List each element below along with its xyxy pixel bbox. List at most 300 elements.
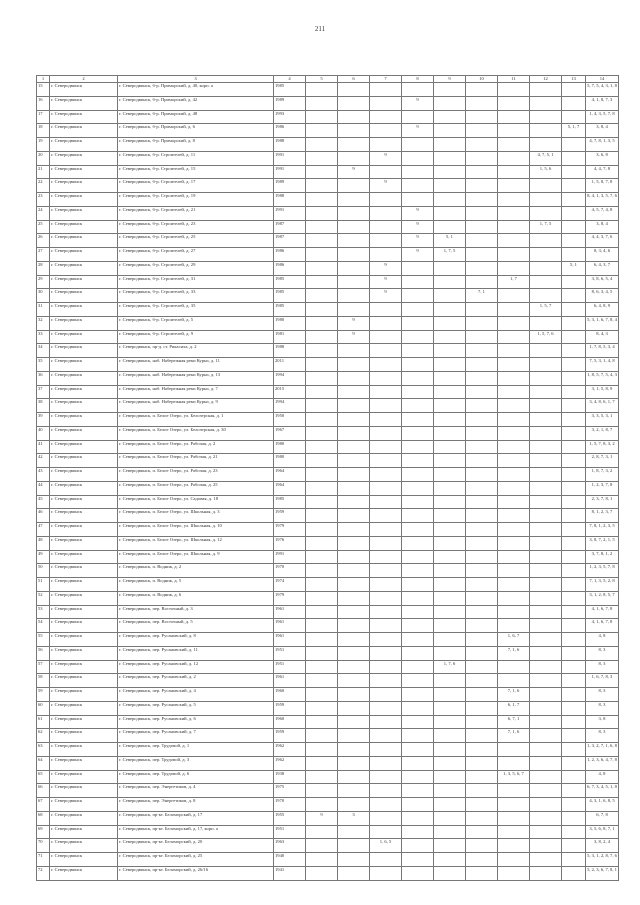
col-12-value — [530, 523, 562, 537]
address: г. Северодвинск, б-р. Строителей, д. 9 — [118, 330, 274, 344]
col-12-value — [530, 124, 562, 138]
col-9-value — [434, 646, 466, 660]
col-14-value: 5, 7, 5, 4, 3, 1, 8 — [586, 83, 619, 97]
col-12-value: 1, 5, 6 — [530, 165, 562, 179]
col-14-value: 8, 3, 4, 6 — [586, 248, 619, 262]
col-12-value — [530, 289, 562, 303]
col-8-value — [402, 853, 434, 867]
col-12-value — [530, 564, 562, 578]
build-year: 1979 — [274, 523, 306, 537]
col-6-value — [338, 853, 370, 867]
table-row — [37, 371, 619, 385]
col-12-value — [530, 770, 562, 784]
row-number: 51 — [37, 578, 50, 592]
address: г. Северодвинск, пер. Энергетиков, д. 4 — [118, 784, 274, 798]
settlement-name: г. Северодвинск — [50, 770, 118, 784]
address: г. Северодвинск, б-р. Строителей, д. 19 — [118, 193, 274, 207]
col-11-value — [498, 564, 530, 578]
address: г. Северодвинск, б-р. Приморский, д. 42 — [118, 96, 274, 110]
col-7-value — [370, 688, 402, 702]
col-5-value — [306, 784, 338, 798]
col-5-value — [306, 220, 338, 234]
col-11-value — [498, 206, 530, 220]
col-11-value — [498, 426, 530, 440]
col-6-value — [338, 96, 370, 110]
address: г. Северодвинск, б-р. Строителей, д. 5 — [118, 316, 274, 330]
row-number: 57 — [37, 660, 50, 674]
col-13-value — [562, 715, 586, 729]
col-7-value — [370, 701, 402, 715]
row-number: 61 — [37, 715, 50, 729]
settlement-name: г. Северодвинск — [50, 83, 118, 97]
col-11-value — [498, 261, 530, 275]
col-6-value — [338, 825, 370, 839]
col-7-value — [370, 633, 402, 647]
col-12-value — [530, 811, 562, 825]
address: г. Северодвинск, пер. Русановский, д. 12 — [118, 660, 274, 674]
table-row — [37, 165, 619, 179]
col-14-value: 5, 3, 1, 2, 8, 7, 6 — [586, 853, 619, 867]
register-body — [37, 83, 619, 881]
col-14-value: 1, 8, 7, 3, 2 — [586, 468, 619, 482]
col-10-value — [466, 729, 498, 743]
col-9-value — [434, 468, 466, 482]
col-6-value — [338, 261, 370, 275]
col-13-value — [562, 674, 586, 688]
col-6-value — [338, 83, 370, 97]
col-13-value — [562, 206, 586, 220]
col-12-value — [530, 674, 562, 688]
address: г. Северодвинск, б-р. Строителей, д. 27 — [118, 248, 274, 262]
col-14-value: 3, 3, 5, 3, 1 — [586, 413, 619, 427]
col-11-value — [498, 151, 530, 165]
col-11-value — [498, 413, 530, 427]
col-8-value — [402, 468, 434, 482]
settlement-name: г. Северодвинск — [50, 275, 118, 289]
table-row — [37, 674, 619, 688]
build-year: 1986 — [274, 248, 306, 262]
col-7-value — [370, 578, 402, 592]
row-number: 71 — [37, 853, 50, 867]
address: г. Северодвинск, б-р. Строителей, д. 29 — [118, 261, 274, 275]
col-14-value: 8, 4, 1, 3, 5, 7, 6 — [586, 193, 619, 207]
col-11-value — [498, 193, 530, 207]
col-10-value — [466, 344, 498, 358]
col-14-value: 8, 3 — [586, 729, 619, 743]
col-14-value: 6, 7, 3, 4, 5, 1, 8 — [586, 784, 619, 798]
address: г. Северодвинск, пер. Русановский, д. 7 — [118, 729, 274, 743]
col-12-value — [530, 371, 562, 385]
col-7-value — [370, 83, 402, 97]
col-7-value — [370, 454, 402, 468]
col-13-value — [562, 495, 586, 509]
table-row — [37, 564, 619, 578]
col-7-value — [370, 523, 402, 537]
col-11-value — [498, 825, 530, 839]
col-6-value — [338, 715, 370, 729]
build-year: 1979 — [274, 591, 306, 605]
address: г. Северодвинск, п. Белое Озеро, ул. Рабочая, д. 25 — [118, 481, 274, 495]
row-number: 27 — [37, 248, 50, 262]
table-row — [37, 633, 619, 647]
settlement-name: г. Северодвинск — [50, 179, 118, 193]
address: г. Северодвинск, пр-д. ст. Рикасиха, д. 2 — [118, 344, 274, 358]
settlement-name: г. Северодвинск — [50, 701, 118, 715]
col-13-value — [562, 248, 586, 262]
col-8-value — [402, 83, 434, 97]
col-14-value: 1, 2, 3, 7, 8 — [586, 481, 619, 495]
col-6-value — [338, 756, 370, 770]
col-6-value — [338, 454, 370, 468]
col-11-value: 7, 1, 6 — [498, 688, 530, 702]
settlement-name: г. Северодвинск — [50, 605, 118, 619]
col-12-value — [530, 646, 562, 660]
row-number: 25 — [37, 220, 50, 234]
col-8-value — [402, 619, 434, 633]
col-14-value: 3, 6, 8 — [586, 151, 619, 165]
col-12-value — [530, 660, 562, 674]
col-11-value: 1, 6, 7 — [498, 633, 530, 647]
address: г. Северодвинск, п. Белое Озеро, ул. Школьная, д. 3 — [118, 509, 274, 523]
col-14-value: 4, 1, 6, 7, 8 — [586, 605, 619, 619]
col-11-value — [498, 385, 530, 399]
table-row — [37, 660, 619, 674]
settlement-name: г. Северодвинск — [50, 358, 118, 372]
col-6-value: 3 — [338, 811, 370, 825]
col-10-value — [466, 605, 498, 619]
col-13-value — [562, 110, 586, 124]
settlement-name: г. Северодвинск — [50, 165, 118, 179]
settlement-name: г. Северодвинск — [50, 193, 118, 207]
col-12-value: 1, 5, 7 — [530, 303, 562, 317]
col-10-value — [466, 756, 498, 770]
col-13-value — [562, 138, 586, 152]
address: г. Северодвинск, б-р. Приморский, д. 48 — [118, 110, 274, 124]
col-6-value — [338, 866, 370, 880]
col-11-value — [498, 179, 530, 193]
col-12-value — [530, 193, 562, 207]
col-12-value — [530, 729, 562, 743]
col-13-value — [562, 839, 586, 853]
settlement-name: г. Северодвинск — [50, 138, 118, 152]
col-header-8: 8 — [402, 76, 434, 83]
col-9-value — [434, 440, 466, 454]
col-7-value — [370, 220, 402, 234]
col-8-value — [402, 550, 434, 564]
col-12-value — [530, 138, 562, 152]
table-row — [37, 688, 619, 702]
col-7-value — [370, 358, 402, 372]
col-11-value — [498, 509, 530, 523]
col-13-value — [562, 371, 586, 385]
build-year: 1962 — [274, 743, 306, 757]
address: г. Северодвинск, пер. Русановский, д. 4 — [118, 688, 274, 702]
col-9-value — [434, 523, 466, 537]
build-year: 1967 — [274, 426, 306, 440]
col-13-value — [562, 509, 586, 523]
col-8-value — [402, 316, 434, 330]
col-5-value — [306, 578, 338, 592]
address: г. Северодвинск, п. Белое Озеро, ул. Рабочая, д. 2 — [118, 440, 274, 454]
col-13-value — [562, 468, 586, 482]
address: г. Северодвинск, п. Белое Озеро, ул. Садовая, д. 18 — [118, 495, 274, 509]
col-10-value — [466, 193, 498, 207]
col-8-value — [402, 385, 434, 399]
settlement-name: г. Северодвинск — [50, 550, 118, 564]
col-13-value — [562, 619, 586, 633]
col-13-value — [562, 701, 586, 715]
col-header-12: 12 — [530, 76, 562, 83]
settlement-name: г. Северодвинск — [50, 289, 118, 303]
col-9-value — [434, 303, 466, 317]
col-11-value — [498, 756, 530, 770]
col-12-value: 1, 7, 5 — [530, 220, 562, 234]
col-5-value — [306, 591, 338, 605]
table-row — [37, 784, 619, 798]
col-7-value — [370, 426, 402, 440]
col-12-value — [530, 866, 562, 880]
address: г. Северодвинск, п. Белое Озеро, ул. Школьная, д. 10 — [118, 523, 274, 537]
settlement-name: г. Северодвинск — [50, 330, 118, 344]
col-9-value — [434, 481, 466, 495]
col-14-value: 1, 6, 7, 8, 3 — [586, 674, 619, 688]
col-9-value — [434, 96, 466, 110]
col-11-value — [498, 124, 530, 138]
col-13-value — [562, 344, 586, 358]
col-6-value — [338, 729, 370, 743]
build-year: 1941 — [274, 866, 306, 880]
col-7-value — [370, 481, 402, 495]
col-10-value — [466, 674, 498, 688]
col-13-value — [562, 289, 586, 303]
col-7-value: 9 — [370, 179, 402, 193]
col-5-value — [306, 564, 338, 578]
col-11-value: 1, 3, 5, 6, 7 — [498, 770, 530, 784]
row-number: 17 — [37, 110, 50, 124]
col-6-value — [338, 289, 370, 303]
col-11-value — [498, 481, 530, 495]
col-12-value — [530, 839, 562, 853]
col-5-value — [306, 756, 338, 770]
col-9-value — [434, 825, 466, 839]
build-year: 1988 — [274, 138, 306, 152]
col-9-value — [434, 165, 466, 179]
col-12-value — [530, 509, 562, 523]
col-8-value — [402, 371, 434, 385]
col-6-value — [338, 234, 370, 248]
col-12-value — [530, 495, 562, 509]
build-year: 1959 — [274, 509, 306, 523]
col-9-value — [434, 426, 466, 440]
table-row — [37, 468, 619, 482]
col-11-value — [498, 440, 530, 454]
col-14-value: 4, 4, 3, 7, 6 — [586, 234, 619, 248]
col-11-value — [498, 743, 530, 757]
col-11-value: 7, 1, 6 — [498, 646, 530, 660]
col-14-value: 8, 1, 2, 3, 7 — [586, 509, 619, 523]
table-row — [37, 330, 619, 344]
row-number: 56 — [37, 646, 50, 660]
col-12-value: 1, 5, 7, 6 — [530, 330, 562, 344]
address: г. Северодвинск, п. Белое Озеро, ул. Школьная, д. 9 — [118, 550, 274, 564]
col-13-value — [562, 303, 586, 317]
settlement-name: г. Северодвинск — [50, 481, 118, 495]
col-14-value: 6, 7, 8 — [586, 811, 619, 825]
col-10-value — [466, 811, 498, 825]
row-number: 59 — [37, 688, 50, 702]
build-year: 1989 — [274, 96, 306, 110]
build-year: 1980 — [274, 454, 306, 468]
settlement-name: г. Северодвинск — [50, 248, 118, 262]
col-10-value — [466, 330, 498, 344]
col-8-value — [402, 523, 434, 537]
col-7-value — [370, 165, 402, 179]
col-13-value: 5, 1, 7 — [562, 124, 586, 138]
col-7-value — [370, 344, 402, 358]
col-5-value — [306, 550, 338, 564]
col-8-value: 9 — [402, 234, 434, 248]
col-header-9: 9 — [434, 76, 466, 83]
col-5-value — [306, 193, 338, 207]
col-11-value — [498, 165, 530, 179]
col-10-value — [466, 124, 498, 138]
build-year: 1951 — [274, 660, 306, 674]
col-12-value — [530, 234, 562, 248]
col-11-value — [498, 605, 530, 619]
col-7-value — [370, 660, 402, 674]
col-6-value — [338, 468, 370, 482]
table-row — [37, 536, 619, 550]
col-10-value — [466, 454, 498, 468]
row-number: 26 — [37, 234, 50, 248]
col-7-value — [370, 399, 402, 413]
col-6-value — [338, 179, 370, 193]
col-12-value — [530, 715, 562, 729]
col-14-value: 1, 5, 8, 7, 8 — [586, 179, 619, 193]
col-14-value: 3, 8, 4 — [586, 220, 619, 234]
settlement-name: г. Северодвинск — [50, 440, 118, 454]
row-number: 49 — [37, 550, 50, 564]
col-5-value — [306, 729, 338, 743]
table-row — [37, 646, 619, 660]
col-6-value: 9 — [338, 330, 370, 344]
row-number: 39 — [37, 413, 50, 427]
col-5-value — [306, 248, 338, 262]
col-6-value — [338, 220, 370, 234]
col-9-value — [434, 371, 466, 385]
col-6-value — [338, 344, 370, 358]
row-number: 40 — [37, 426, 50, 440]
col-5-value — [306, 866, 338, 880]
col-11-value — [498, 853, 530, 867]
col-header-7: 7 — [370, 76, 402, 83]
col-8-value — [402, 165, 434, 179]
settlement-name: г. Северодвинск — [50, 633, 118, 647]
col-9-value — [434, 358, 466, 372]
settlement-name: г. Северодвинск — [50, 715, 118, 729]
col-5-value — [306, 385, 338, 399]
col-8-value — [402, 743, 434, 757]
settlement-name: г. Северодвинск — [50, 536, 118, 550]
col-10-value — [466, 179, 498, 193]
col-14-value: 1, 8, 5, 7, 5, 4, 3 — [586, 371, 619, 385]
col-5-value — [306, 165, 338, 179]
col-7-value: 9 — [370, 275, 402, 289]
col-11-value — [498, 358, 530, 372]
col-14-value: 3, 8, 4 — [586, 124, 619, 138]
settlement-name: г. Северодвинск — [50, 413, 118, 427]
build-year: 1988 — [274, 193, 306, 207]
col-5-value — [306, 234, 338, 248]
col-11-value — [498, 523, 530, 537]
table-row — [37, 798, 619, 812]
settlement-name: г. Северодвинск — [50, 344, 118, 358]
col-7-value — [370, 564, 402, 578]
col-9-value — [434, 220, 466, 234]
table-row — [37, 275, 619, 289]
col-12-value — [530, 344, 562, 358]
col-9-value — [434, 591, 466, 605]
col-10-value — [466, 633, 498, 647]
col-12-value — [530, 468, 562, 482]
col-8-value — [402, 633, 434, 647]
col-8-value — [402, 344, 434, 358]
col-10-value — [466, 316, 498, 330]
col-9-value — [434, 756, 466, 770]
address: г. Северодвинск, пр-кт. Беломорский, д. 17, корп. а — [118, 825, 274, 839]
col-14-value: 2, 8, 7, 3, 1 — [586, 454, 619, 468]
table-row — [37, 866, 619, 880]
col-11-value — [498, 468, 530, 482]
col-11-value — [498, 110, 530, 124]
col-5-value — [306, 825, 338, 839]
col-14-value: 1, 2, 3, 6, 4, 7, 8 — [586, 756, 619, 770]
col-14-value: 4, 5, 7, 4, 8 — [586, 206, 619, 220]
col-14-value: 6, 4, 8, 9 — [586, 303, 619, 317]
col-8-value — [402, 481, 434, 495]
col-13-value — [562, 454, 586, 468]
settlement-name: г. Северодвинск — [50, 674, 118, 688]
col-7-value — [370, 536, 402, 550]
col-8-value — [402, 688, 434, 702]
col-5-value — [306, 440, 338, 454]
build-year: 1988 — [274, 344, 306, 358]
col-5-value — [306, 853, 338, 867]
col-5-value — [306, 509, 338, 523]
col-9-value — [434, 110, 466, 124]
col-5-value — [306, 289, 338, 303]
col-14-value: 7, 5, 3, 1, 4, 8 — [586, 358, 619, 372]
address: г. Северодвинск, пер. Энергетиков, д. 8 — [118, 798, 274, 812]
row-number: 41 — [37, 440, 50, 454]
col-8-value — [402, 289, 434, 303]
row-number: 68 — [37, 811, 50, 825]
col-6-value — [338, 523, 370, 537]
col-12-value — [530, 591, 562, 605]
settlement-name: г. Северодвинск — [50, 151, 118, 165]
col-12-value — [530, 413, 562, 427]
col-10-value — [466, 399, 498, 413]
col-6-value — [338, 151, 370, 165]
settlement-name: г. Северодвинск — [50, 96, 118, 110]
col-12-value — [530, 316, 562, 330]
build-year: 2011 — [274, 358, 306, 372]
col-6-value — [338, 701, 370, 715]
build-year: 1981 — [274, 330, 306, 344]
build-year: 1970 — [274, 798, 306, 812]
row-number: 60 — [37, 701, 50, 715]
col-9-value — [434, 151, 466, 165]
